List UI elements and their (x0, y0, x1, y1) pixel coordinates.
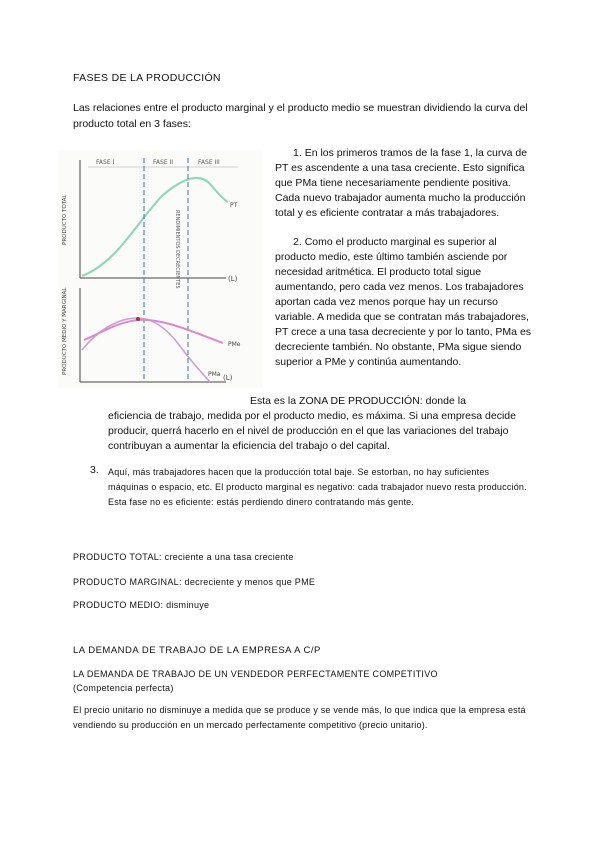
intro-paragraph: Las relaciones entre el producto marginal y el producto medio se muestran dividiendo la curva del producto total en 3 fases: (73, 102, 528, 130)
intersection-point (136, 317, 140, 321)
top-y-label: PRODUCTO TOTAL (62, 194, 68, 245)
section-subheading: LA DEMANDA DE TRABAJO DE UN VENDEDOR PERFECTAMENTE COMPETITIVO (73, 669, 438, 679)
phase-label-2: FASE II (153, 159, 174, 166)
bottom-x-label: (L) (223, 374, 233, 382)
pme-curve (84, 320, 223, 343)
zone-paragraph (108, 394, 528, 454)
zone-first-line: Esta es la ZONA DE PRODUCCIÓN: donde la (250, 395, 466, 407)
definition-marginal: PRODUCTO MARGINAL: decreciente y menos que PME (73, 577, 316, 587)
section-body: El precio unitario no disminuye a medida que se produce y se vende más, lo que indica que la empresa está vendiendo su producción en un mercado perfectamente competitivo (precio unitario). (73, 705, 526, 730)
list-text-2: Como el producto marginal es superior al producto medio, este último también asciende por necesidad aritmética. El producto total sigue aumentando, pero cada vez menos. Los trabajadores aportan cada vez menos porque hay un recurso variable. A medida que se contratan más trabajadores, PT crece a una tasa decreciente y por lo tanto, PMa es decreciente también. No obstante, PMa sigue siendo superior a PMe y continúa aumentando. (275, 236, 532, 368)
section-subnote: (Competencia perfecta) (73, 683, 174, 693)
list-item-2 (275, 235, 535, 370)
top-x-label: (L) (228, 275, 238, 283)
middle-label: RENDIMIENTOS DECRECIENTES (174, 210, 180, 289)
definition-medio: PRODUCTO MEDIO: disminuye (73, 600, 210, 610)
pma-curve (82, 318, 210, 382)
production-phases-figure (58, 150, 263, 388)
section-heading: LA DEMANDA DE TRABAJO DE LA EMPRESA A C/P (73, 645, 321, 656)
pt-label: PT (230, 202, 238, 209)
bottom-y-label: PRODUCTO MEDIO Y MARGINAL (62, 287, 68, 375)
pma-label: PMa (208, 371, 221, 378)
list-text-1: En los primeros tramos de la fase 1, la curva de PT es ascendente a una tasa creciente. Esto significa que PMa tiene necesariamente pendiente positiva. Cada nuevo trabajador aumenta mucho la producción total y es eficiente contratar a más trabajadores. (275, 147, 528, 219)
list-text-3: Aquí, más trabajadores hacen que la producción total baje. Se estorban, no hay suficientes máquinas o espacio, etc. El producto marginal es negativo: cada trabajador nuevo resta producción. Esta fase no es eficiente: estás perdiendo dinero contratando más gente. (108, 467, 527, 507)
definition-total: PRODUCTO TOTAL: creciente a una tasa creciente (73, 552, 294, 562)
pme-label: PMe (228, 341, 241, 348)
list-number-2: 2. (293, 236, 302, 248)
phase-label-3: FASE III (198, 159, 220, 166)
zone-rest: eficiencia de trabajo, medida por el producto medio, es máxima. Si una empresa decide producir, querrá hacerlo en el nivel de producción en el que las variaciones del trabajo contribuyan a aumentar la eficiencia del trabajo o del capital. (108, 410, 516, 452)
list-item-1 (275, 146, 535, 221)
phase-label-1: FASE I (96, 159, 115, 166)
page-title: FASES DE LA PRODUCCIÓN (73, 72, 221, 84)
pt-curve (82, 178, 228, 276)
production-phases-svg (58, 150, 263, 388)
list-number-1: 1. (293, 147, 302, 159)
list-number-3: 3. (90, 464, 99, 476)
